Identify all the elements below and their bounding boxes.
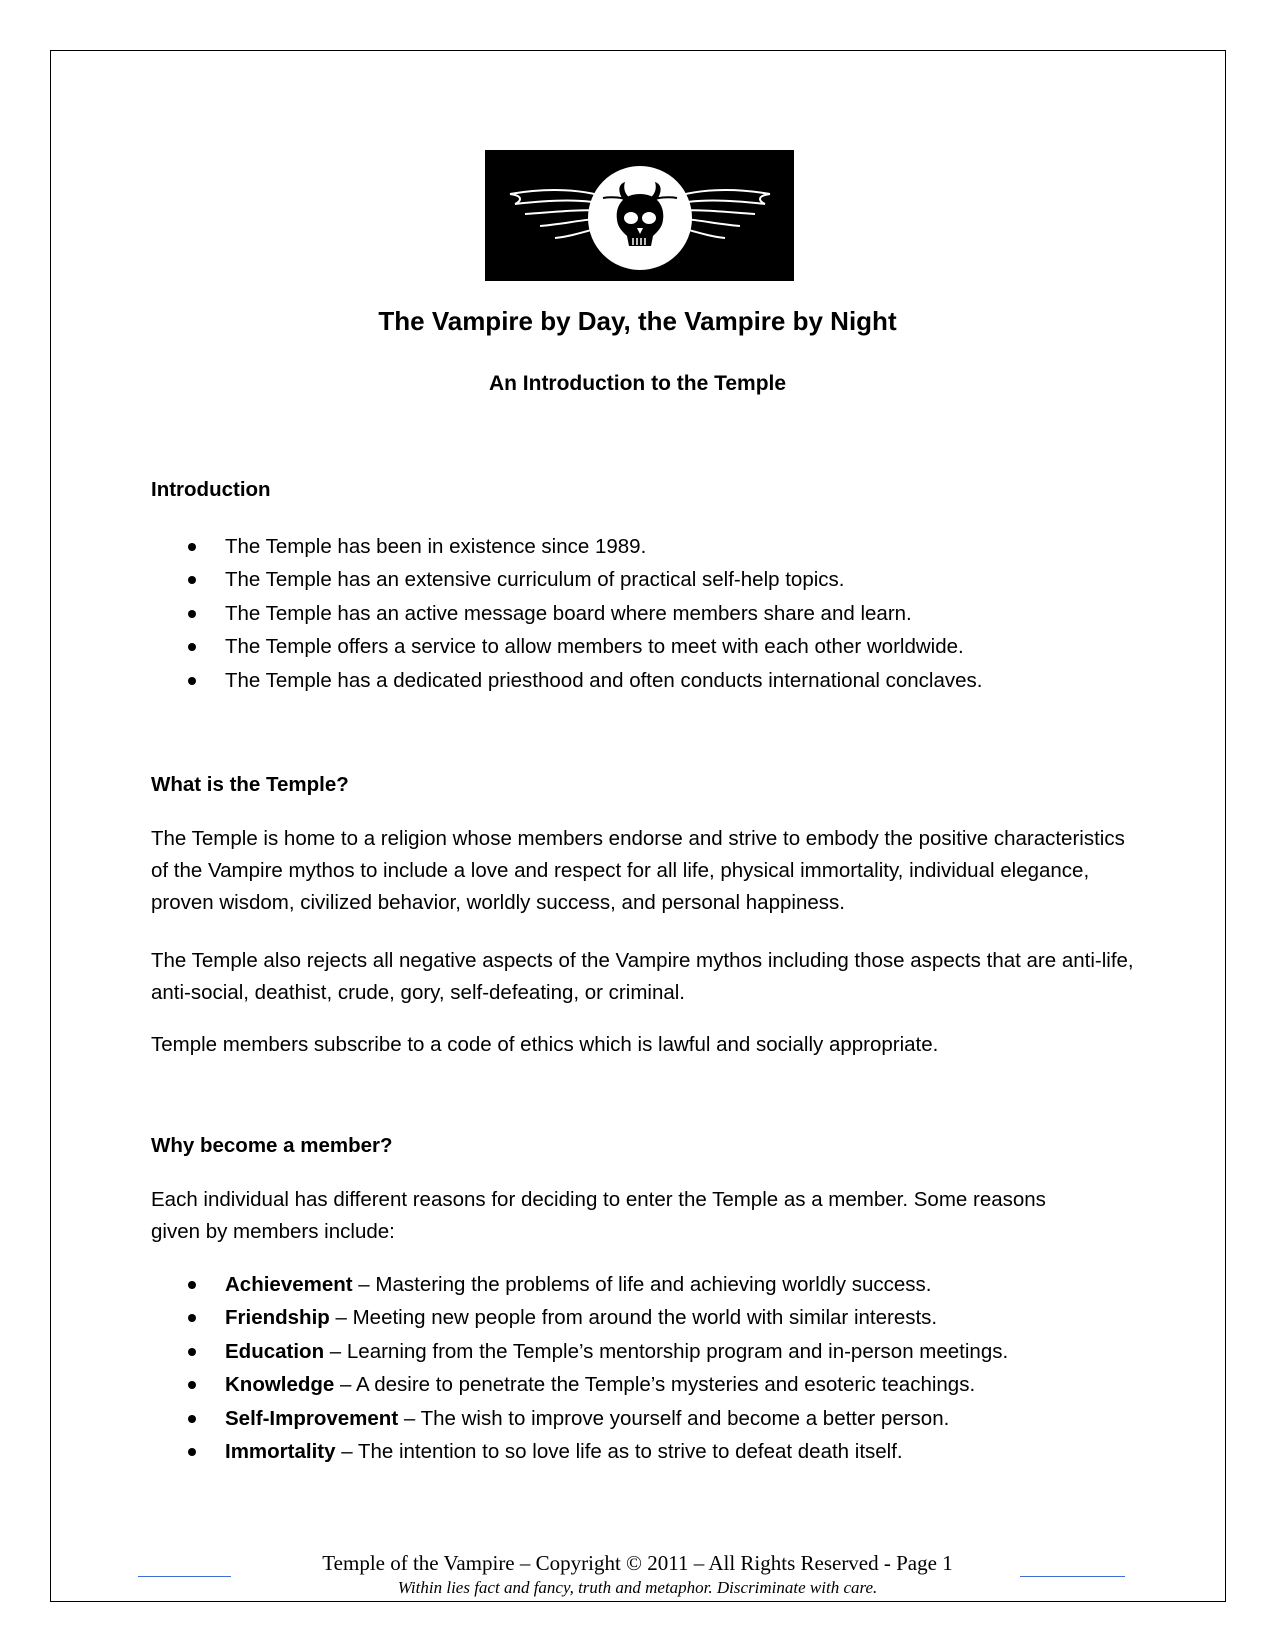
footer-rule-right (1020, 1576, 1125, 1577)
footer-rule-left (138, 1576, 231, 1577)
what-is-heading: What is the Temple? (151, 773, 349, 796)
list-item: Education – Learning from the Temple’s mentorship program and in-person meetings. (151, 1335, 1141, 1368)
list-item: Friendship – Meeting new people from around the world with similar interests. (151, 1301, 1141, 1334)
footer-tagline: Within lies fact and fancy, truth and metaphor. Discriminate with care. (397, 1578, 878, 1597)
what-is-paragraph-3: Temple members subscribe to a code of ethics which is lawful and socially appropriate. (151, 1033, 939, 1056)
bullet-icon (188, 1348, 196, 1356)
what-is-paragraph-1: The Temple is home to a religion whose members endorse and strive to embody the positive characteristics of the Vampire mythos to include a love and respect for all life, physical immortality, individual elegance, proven wisdom, civilized behavior, worldly success, and personal happiness. (151, 827, 1125, 914)
list-item: Achievement – Mastering the problems of life and achieving worldly success. (151, 1268, 1141, 1301)
introduction-heading: Introduction (151, 478, 271, 501)
list-item: Immortality – The intention to so love life as to strive to defeat death itself. (151, 1435, 1141, 1468)
winged-skull-emblem-icon (485, 150, 794, 281)
bullet-icon (188, 1314, 196, 1322)
bullet-icon (188, 1415, 196, 1423)
reasons-list (151, 1268, 1141, 1468)
why-member-heading: Why become a member? (151, 1134, 393, 1157)
footer-copyright: Temple of the Vampire – Copyright © 2011 – All Rights Reserved - Page 1 (322, 1551, 953, 1575)
bullet-icon (188, 1381, 196, 1389)
list-item: The Temple has a dedicated priesthood and often conducts international conclaves. (151, 664, 1141, 697)
list-item: The Temple has been in existence since 1989. (151, 530, 1141, 563)
list-item: Self-Improvement – The wish to improve yourself and become a better person. (151, 1402, 1141, 1435)
bullet-icon (188, 610, 196, 618)
bullet-icon (188, 576, 196, 584)
bullet-icon (188, 543, 196, 551)
list-item: Knowledge – A desire to penetrate the Temple’s mysteries and esoteric teachings. (151, 1368, 1141, 1401)
why-member-intro: Each individual has different reasons for deciding to enter the Temple as a member. Some reasons given by members include: (151, 1188, 1046, 1243)
document-title: The Vampire by Day, the Vampire by Night (378, 306, 897, 336)
bullet-icon (188, 643, 196, 651)
introduction-list (151, 530, 1141, 697)
list-item: The Temple offers a service to allow members to meet with each other worldwide. (151, 630, 1141, 663)
bullet-icon (188, 1281, 196, 1289)
bullet-icon (188, 1448, 196, 1456)
list-item: The Temple has an extensive curriculum of practical self-help topics. (151, 563, 1141, 596)
document-subtitle: An Introduction to the Temple (488, 372, 787, 395)
bullet-icon (188, 677, 196, 685)
list-item: The Temple has an active message board where members share and learn. (151, 597, 1141, 630)
what-is-paragraph-2: The Temple also rejects all negative aspects of the Vampire mythos including those aspects that are anti-life, anti-social, deathist, crude, gory, self-defeating, or criminal. (151, 949, 1134, 1004)
